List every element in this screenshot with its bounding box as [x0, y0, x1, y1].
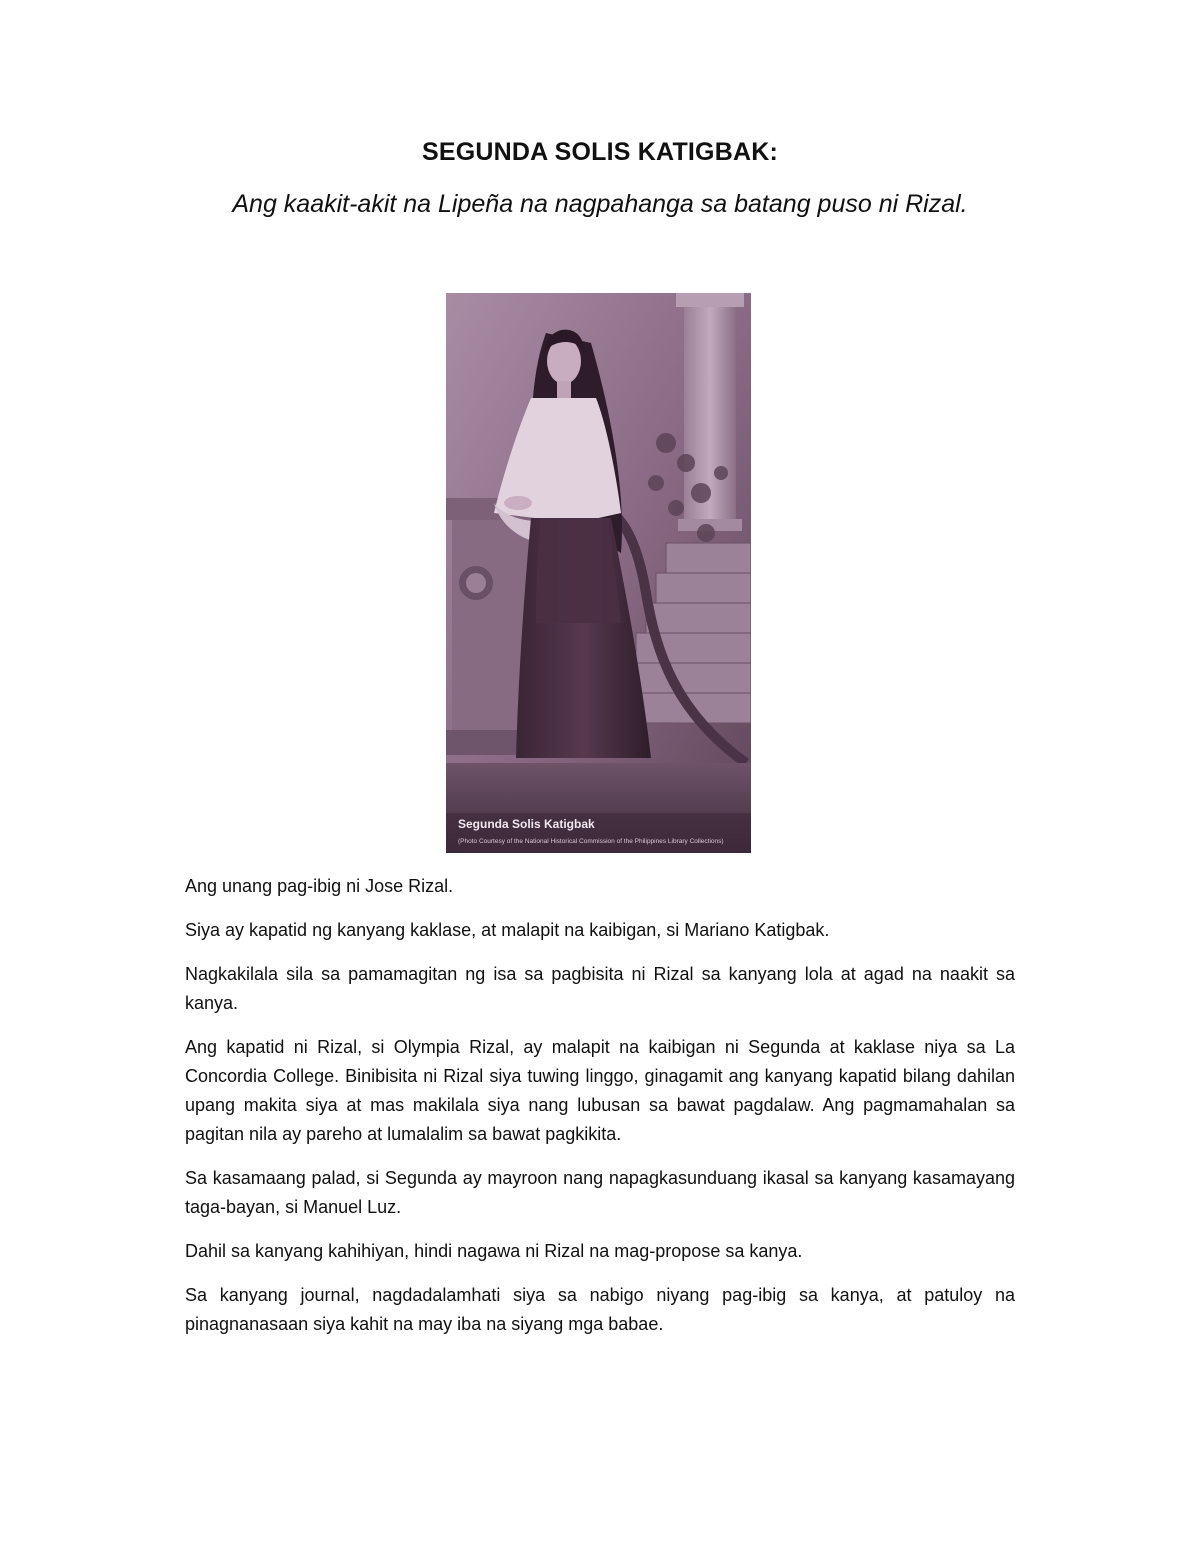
- document-title: SEGUNDA SOLIS KATIGBAK:: [422, 138, 778, 166]
- paragraph: Sa kasamaang palad, si Segunda ay mayroon nang napagkasunduang ikasal sa kanyang kasamayang taga-bayan, si Manuel Luz.: [185, 1168, 1015, 1217]
- photo-credit: (Photo Courtesy of the National Historical Commission of the Philippines Library Collections): [458, 838, 724, 845]
- portrait-illustration: [446, 293, 751, 853]
- portrait-photo: [446, 293, 751, 853]
- paragraph: Ang unang pag-ibig ni Jose Rizal.: [185, 876, 454, 896]
- paragraph: Dahil sa kanyang kahihiyan, hindi nagawa ni Rizal na mag-propose sa kanya.: [185, 1241, 803, 1261]
- hands: [504, 496, 532, 510]
- paragraph: Ang kapatid ni Rizal, si Olympia Rizal, ay malapit na kaibigan ni Segunda at kaklase niya sa La Concordia College. Binibisita ni Rizal siya tuwing linggo, ginagamit ang kanyang kapatid bilang dahilan upang makita siya at mas makilala siya nang lubusan sa bawat pagdalaw. Ang pagmamahalan sa pagitan nila ay pareho at lumalalim sa bawat pagkikita.: [185, 1037, 1015, 1144]
- paragraph: Siya ay kapatid ng kanyang kaklase, at malapit na kaibigan, si Mariano Katigbak.: [185, 920, 830, 940]
- photo-caption: Segunda Solis Katigbak: [458, 817, 595, 831]
- body-text: [185, 872, 1015, 1354]
- document-subtitle: Ang kaakit-akit na Lipeña na nagpahanga sa batang puso ni Rizal.: [232, 190, 968, 218]
- pillar: [684, 293, 736, 523]
- paragraph: Nagkakilala sila sa pamamagitan ng isa sa pagbisita ni Rizal sa kanyang lola at agad na naakit sa kanya.: [185, 964, 1015, 1013]
- paragraph: Sa kanyang journal, nagdadalamhati siya sa nabigo niyang pag-ibig sa kanya, at patuloy na pinagnanasaan siya kahit na may iba na siyang mga babae.: [185, 1285, 1015, 1334]
